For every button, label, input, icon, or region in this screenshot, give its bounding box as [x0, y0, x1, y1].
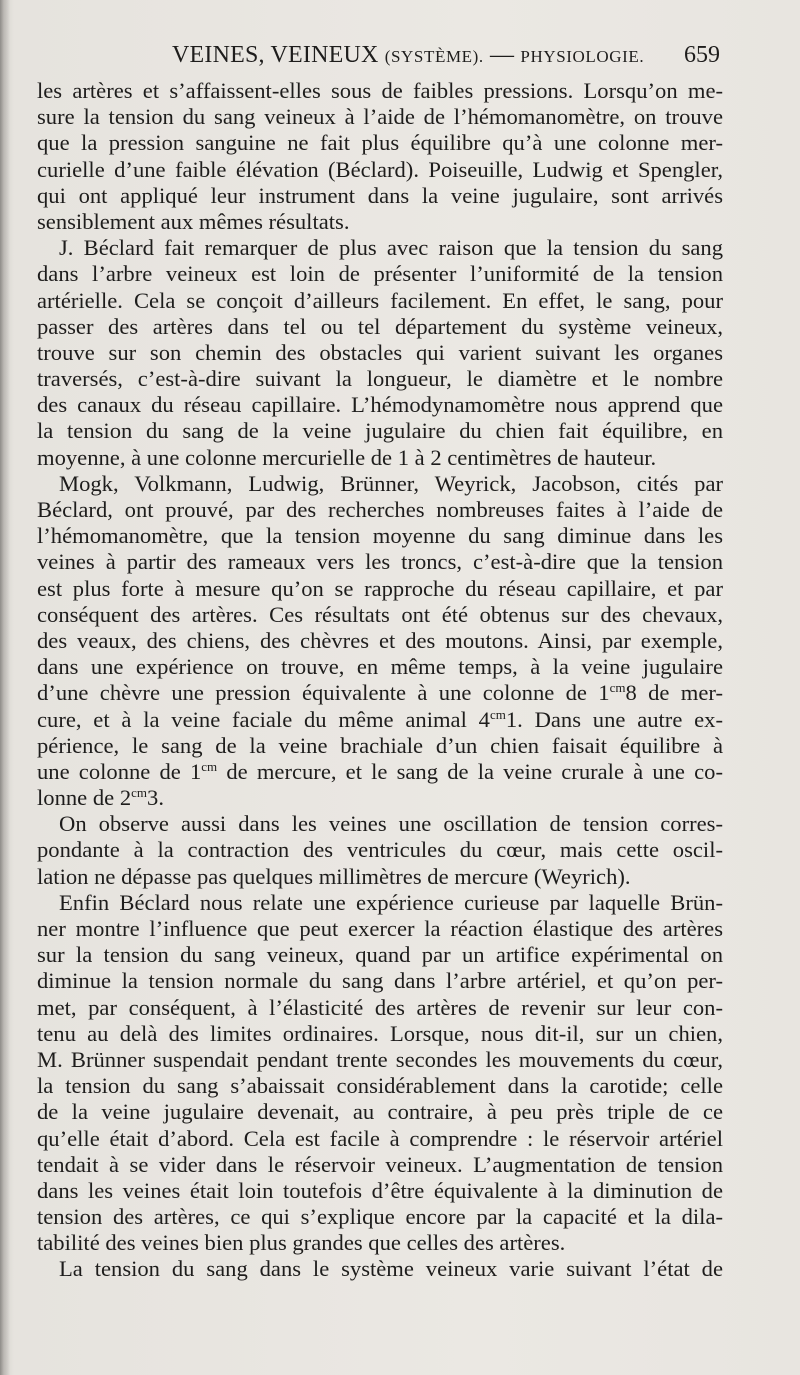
text-line	[37, 785, 723, 811]
text-line: artérielle. Cela se conçoit d’ailleurs facilement. En effet, le sang, pour	[37, 287, 723, 313]
unit-superscript: cm	[201, 758, 218, 774]
text-line: On observe aussi dans les veines une oscillation de tension corres-	[59, 811, 723, 837]
text-line-part: de mercure, et le sang de la veine crurale à une co-	[217, 758, 723, 784]
text-line: veines à partir des rameaux vers les troncs, c’est-à-dire que la tension	[37, 549, 723, 575]
text-line: Mogk, Volkmann, Ludwig, Brünner, Weyrick, Jacobson, cités par	[59, 470, 723, 496]
running-head-title	[172, 42, 644, 69]
text-line: des veaux, des chiens, des chèvres et des moutons. Ainsi, par exemple,	[37, 627, 723, 653]
text-line: tendait à se vider dans le réservoir veineux. L’augmentation de tension	[37, 1151, 723, 1177]
text-line: M. Brünner suspendait pendant trente secondes les mouvements du cœur,	[37, 1046, 723, 1072]
text-line: sur la tension du sang veineux, quand par un artifice expérimental on	[37, 942, 723, 968]
text-line: tenu au delà des limites ordinaires. Lorsque, nous dit-il, sur un chien,	[37, 1020, 723, 1046]
text-line: conséquent des artères. Ces résultats ont été obtenus sur des chevaux,	[37, 601, 723, 627]
text-line-part: 3.	[147, 785, 164, 811]
text-line	[37, 707, 723, 733]
text-line: curielle d’une faible élévation (Béclard). Poiseuille, Ludwig et Spengler,	[37, 156, 723, 182]
text-line-part: 1. Dans une autre ex-	[505, 706, 723, 732]
text-line: tension des artères, ce qui s’explique encore par la capacité et la dila-	[37, 1204, 723, 1230]
page-number: 659	[684, 42, 720, 68]
text-line: qui ont appliqué leur instrument dans la veine jugulaire, sont arrivés	[37, 182, 723, 208]
text-line: périence, le sang de la veine brachiale d’un chien faisait équilibre à	[37, 732, 723, 758]
text-line: La tension du sang dans le système veineux varie suivant l’état de	[59, 1256, 723, 1282]
head-title-section: PHYSIOLOGIE.	[520, 47, 645, 66]
text-line: trouve sur son chemin des obstacles qui varient suivant les organes	[37, 339, 723, 365]
text-line: sure la tension du sang veineux à l’aide de l’hémomanomètre, on trouve	[37, 104, 723, 130]
text-line: tabilité des veines bien plus grandes que celles des artères.	[37, 1230, 566, 1256]
text-line: J. Béclard fait remarquer de plus avec raison que la tension du sang	[59, 235, 723, 261]
text-line: dans les veines était loin toutefois d’être équivalente à la diminution de	[37, 1177, 723, 1203]
unit-superscript: cm	[489, 706, 506, 722]
text-line-part: lonne de 2	[37, 785, 132, 811]
head-title-separator: —	[489, 42, 515, 68]
text-line: dans l’arbre veineux est loin de présenter l’uniformité de la tension	[37, 261, 723, 287]
text-line: lation ne dépasse pas quelques millimètres de mercure (Weyrich).	[37, 863, 631, 889]
binding-gutter-shadow	[0, 0, 10, 1375]
body-text	[37, 78, 723, 1283]
unit-superscript: cm	[131, 785, 148, 801]
text-line: qu’elle était d’abord. Cela est facile à comprendre : le réservoir artériel	[37, 1125, 723, 1151]
unit-superscript: cm	[609, 680, 626, 696]
text-line: sensiblement aux mêmes résultats.	[37, 208, 350, 234]
text-line: Enfin Béclard nous relate une expérience curieuse par laquelle Brün-	[59, 889, 723, 915]
text-line: des canaux du réseau capillaire. L’hémodynamomètre nous apprend que	[37, 392, 723, 418]
running-head	[0, 42, 800, 78]
text-line: l’hémomanomètre, que la tension moyenne du sang diminue dans les	[37, 523, 723, 549]
text-line: est plus forte à mesure qu’on se rapproche du réseau capillaire, et par	[37, 575, 723, 601]
text-line: met, par conséquent, à l’élasticité des artères de revenir sur leur con-	[37, 994, 723, 1020]
text-line	[37, 759, 723, 785]
text-line-part: une colonne de 1	[37, 758, 202, 784]
head-title-paren: (SYSTÈME).	[384, 47, 484, 66]
text-line-part: d’une chèvre une pression équivalente à une colonne de 1	[37, 680, 610, 706]
text-line: traversés, c’est-à-dire suivant la longueur, le diamètre et le nombre	[37, 366, 723, 392]
text-line-part: 8 de mer-	[625, 680, 723, 706]
text-line: pondante à la contraction des ventricules du cœur, mais cette oscil-	[37, 837, 723, 863]
text-line	[37, 680, 723, 706]
text-line: Béclard, ont prouvé, par des recherches nombreuses faites à l’aide de	[37, 497, 723, 522]
text-line: moyenne, à une colonne mercurielle de 1 à 2 centimètres de hauteur.	[37, 444, 657, 470]
text-line: la tension du sang s’abaissait considérablement dans la carotide; celle	[37, 1073, 723, 1099]
text-line: les artères et s’affaissent-elles sous de faibles pressions. Lorsqu’on me-	[37, 78, 723, 103]
text-line: passer des artères dans tel ou tel département du système veineux,	[37, 313, 723, 339]
text-line-part: cure, et à la veine faciale du même animal 4	[37, 706, 490, 732]
text-line: de la veine jugulaire devenait, au contraire, à peu près triple de ce	[37, 1099, 723, 1125]
text-line: dans une expérience on trouve, en même temps, à la veine jugulaire	[37, 654, 723, 680]
head-title-paren-text: SYSTÈME	[391, 47, 473, 66]
text-line: la tension du sang de la veine jugulaire du chien fait équilibre, en	[37, 418, 723, 444]
text-line: diminue la tension normale du sang dans l’arbre artériel, et qu’on per-	[37, 968, 723, 994]
head-title-main: VEINES, VEINEUX	[172, 42, 379, 68]
text-line: ner montre l’influence que peut exercer la réaction élastique des artères	[37, 916, 723, 941]
text-line: que la pression sanguine ne fait plus équilibre qu’à une colonne mer-	[37, 130, 723, 156]
